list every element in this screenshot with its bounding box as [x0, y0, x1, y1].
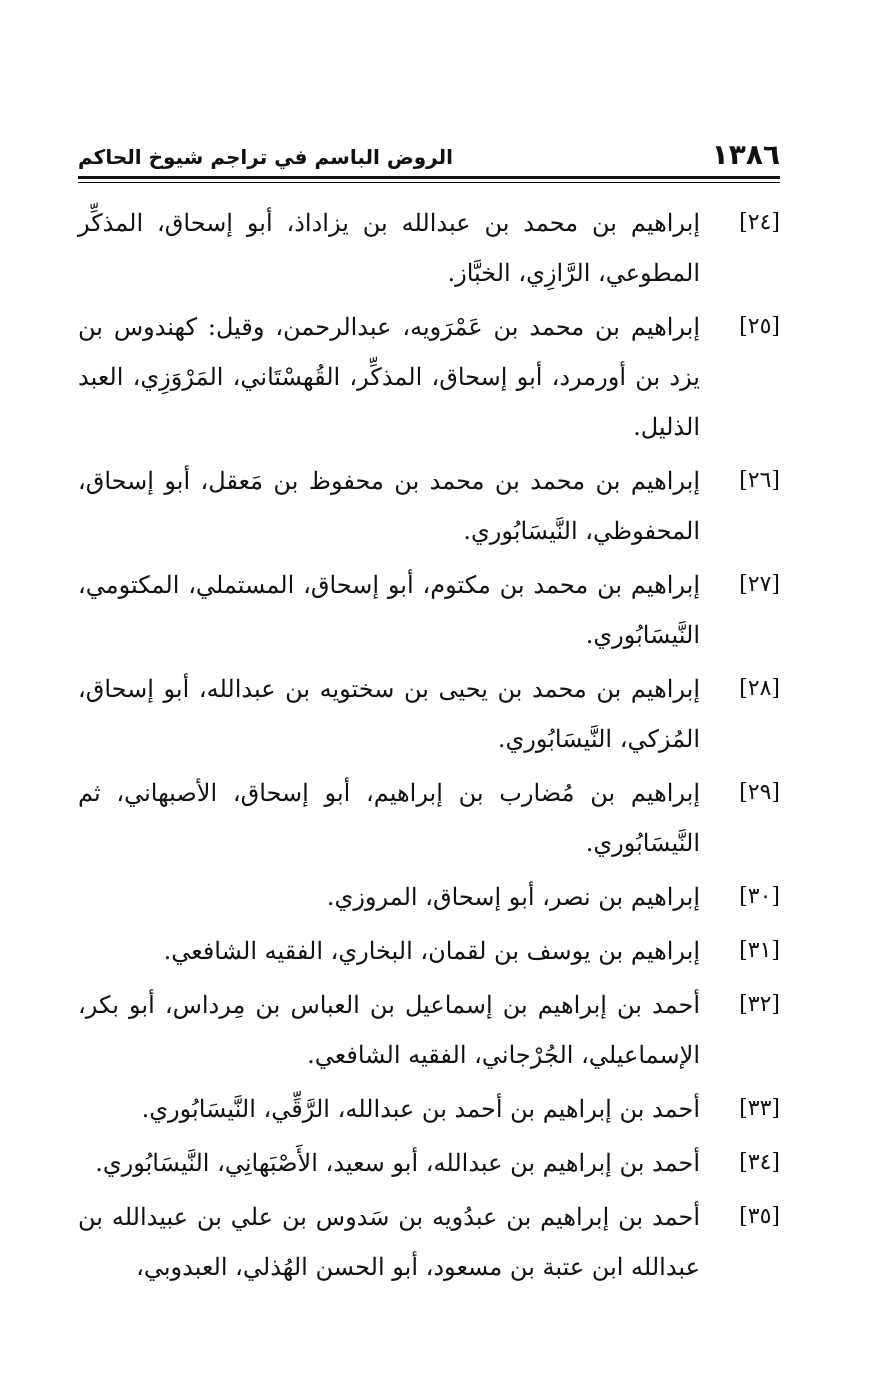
entry-text: إبراهيم بن محمد بن محمد بن محفوظ بن مَعقل، أبو إسحاق، المحفوظي، النَّيسَابُوري.: [78, 467, 700, 545]
entry-31: [78, 926, 780, 976]
entry-number: [٢٧]: [739, 572, 780, 597]
entry-number: [٢٥]: [739, 314, 780, 339]
header-rule-thick: [78, 176, 780, 179]
entry-text: أحمد بن إبراهيم بن أحمد بن عبدالله، الرَّقِّي، النَّيسَابُوري.: [141, 1095, 700, 1123]
entry-number: [٣٣]: [739, 1096, 780, 1121]
entry-24: [78, 198, 780, 298]
entry-text: إبراهيم بن محمد بن عَمْرَويه، عبدالرحمن، وقيل: كهندوس بن يزد بن أورمرد، أبو إسحاق، المذكِّر، القُهسْتَاني، المَرْوَزِي، العبد الذليل.: [78, 313, 700, 441]
running-title: الروض الباسم في تراجم شيوخ الحاكم: [78, 145, 453, 169]
entry-30: [78, 872, 780, 922]
header-rule-thin: [78, 182, 780, 183]
entry-number: [٣٥]: [739, 1204, 780, 1229]
entry-number: [٣٠]: [739, 884, 780, 909]
entry-25: [78, 302, 780, 452]
entry-number: [٢٩]: [739, 780, 780, 805]
entry-number: [٣٤]: [739, 1150, 780, 1175]
entry-text: إبراهيم بن يوسف بن لقمان، البخاري، الفقيه الشافعي.: [163, 937, 700, 965]
entry-text: أحمد بن إبراهيم بن عبدُويه بن سَدوس بن علي بن عبيدالله بن عبدالله ابن عتبة بن مسعود، أبو الحسن الهُذلي، العبدوبي،: [78, 1203, 700, 1281]
entry-number: [٢٨]: [739, 676, 780, 701]
entry-text: إبراهيم بن محمد بن مكتوم، أبو إسحاق، المستملي، المكتومي، النَّيسَابُوري.: [78, 571, 700, 649]
entry-text: إبراهيم بن مُضارب بن إبراهيم، أبو إسحاق، الأصبهاني، ثم النَّيسَابُوري.: [78, 779, 700, 857]
page-header: [78, 138, 780, 172]
entry-34: [78, 1138, 780, 1188]
entries-list: [78, 198, 780, 1296]
entry-number: [٢٤]: [739, 210, 780, 235]
entry-35: [78, 1192, 780, 1292]
entry-text: أحمد بن إبراهيم بن إسماعيل بن العباس بن مِرداس، أبو بكر، الإسماعيلي، الجُرْجاني، الفقيه الشافعي.: [78, 991, 700, 1069]
entry-number: [٣١]: [739, 938, 780, 963]
entry-28: [78, 664, 780, 764]
page-number: ١٣٨٦: [711, 138, 780, 171]
entry-27: [78, 560, 780, 660]
entry-29: [78, 768, 780, 868]
entry-33: [78, 1084, 780, 1134]
entry-26: [78, 456, 780, 556]
entry-text: إبراهيم بن محمد بن يحيى بن سختويه بن عبدالله، أبو إسحاق، المُزكي، النَّيسَابُوري.: [78, 675, 700, 753]
entry-number: [٢٦]: [739, 468, 780, 493]
entry-number: [٣٢]: [739, 992, 780, 1017]
entry-32: [78, 980, 780, 1080]
entry-text: أحمد بن إبراهيم بن عبدالله، أبو سعيد، الأَصْبَهانِي، النَّيسَابُوري.: [95, 1149, 700, 1177]
entry-text: إبراهيم بن نصر، أبو إسحاق، المروزي.: [326, 883, 700, 911]
entry-text: إبراهيم بن محمد بن عبدالله بن يزاداذ، أبو إسحاق، المذكِّر المطوعي، الرَّازِي، الخبَّاز.: [78, 209, 700, 287]
